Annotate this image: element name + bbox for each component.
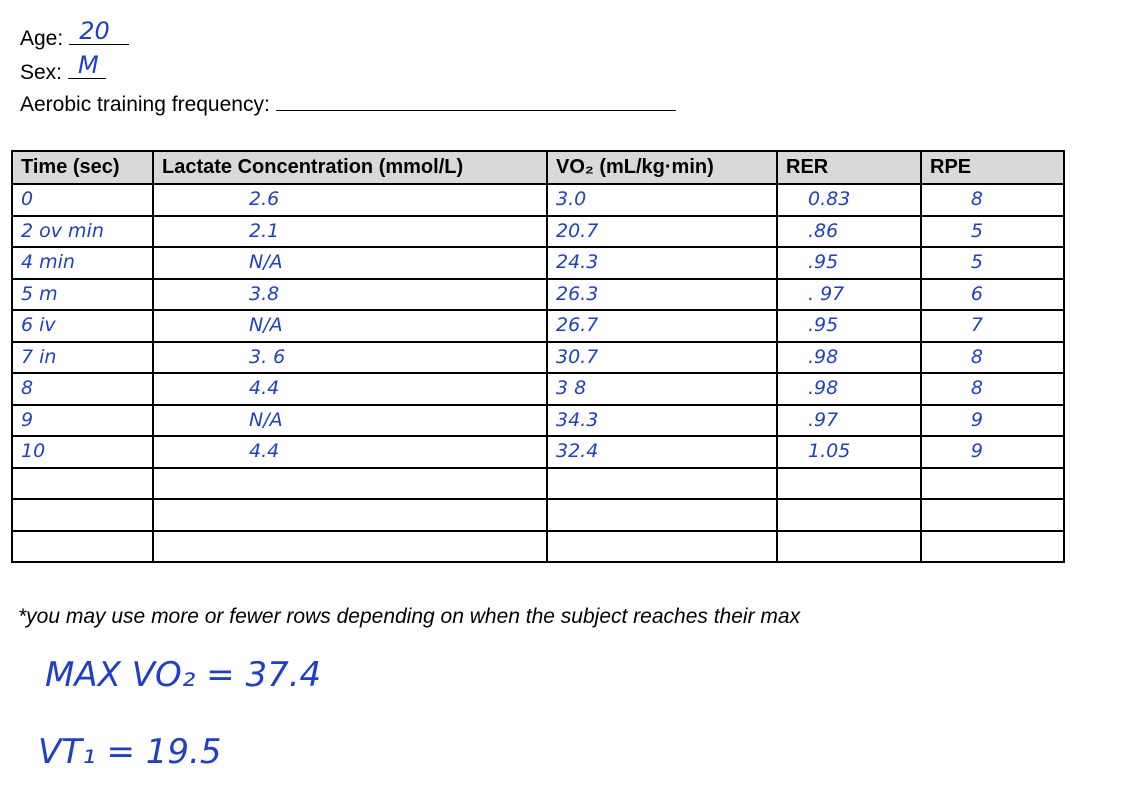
cell-vo2-value: 24.3: [556, 251, 599, 274]
cell-lactate[interactable]: [153, 279, 547, 311]
cell-lactate[interactable]: [153, 531, 547, 563]
cell-lactate-value: 4.4: [249, 440, 280, 463]
cell-time-value: 0: [21, 188, 34, 211]
age-label: Age:: [20, 27, 64, 50]
cell-lactate-value: 4.4: [249, 377, 280, 400]
cell-vo2[interactable]: [547, 310, 777, 342]
header-rpe: RPE: [921, 151, 1064, 184]
cell-vo2-value: 26.7: [556, 314, 599, 337]
cell-rer[interactable]: [777, 184, 921, 216]
cell-vo2[interactable]: [547, 342, 777, 374]
cell-rer[interactable]: [777, 373, 921, 405]
cell-lactate-value: N/A: [249, 314, 283, 337]
cell-rer-value: .86: [808, 219, 839, 242]
cell-rer[interactable]: [777, 531, 921, 563]
cell-rpe[interactable]: [921, 310, 1064, 342]
table-row: [12, 499, 1064, 531]
header-rer: RER: [777, 151, 921, 184]
table-row: [12, 184, 1064, 216]
cell-time[interactable]: [12, 468, 153, 500]
cell-lactate[interactable]: [153, 310, 547, 342]
cell-lactate-value: N/A: [249, 251, 283, 274]
cell-time[interactable]: [12, 247, 153, 279]
cell-rpe-value: 9: [970, 440, 983, 463]
cell-rer-value: .98: [808, 377, 839, 400]
cell-rer[interactable]: [777, 247, 921, 279]
cell-rpe-value: 5: [970, 251, 983, 274]
cell-rer[interactable]: [777, 499, 921, 531]
cell-lactate[interactable]: [153, 468, 547, 500]
cell-rer[interactable]: [777, 310, 921, 342]
cell-rpe-value: 9: [970, 408, 983, 431]
cell-rpe[interactable]: [921, 247, 1064, 279]
table-row: [12, 468, 1064, 500]
table-row: [12, 310, 1064, 342]
cell-lactate-value: 2.1: [249, 219, 280, 242]
cell-time-value: 8: [21, 377, 34, 400]
cell-lactate[interactable]: [153, 247, 547, 279]
cell-rer[interactable]: [777, 216, 921, 248]
cell-vo2-value: 20.7: [556, 219, 599, 242]
cell-rer[interactable]: [777, 436, 921, 468]
cell-time[interactable]: [12, 405, 153, 437]
cell-vo2[interactable]: [547, 279, 777, 311]
cell-vo2-value: 32.4: [556, 440, 599, 463]
cell-rpe-value: 8: [970, 377, 983, 400]
header-time: Time (sec): [12, 151, 153, 184]
cell-rer-value: .97: [808, 408, 839, 431]
cell-lactate-value: 2.6: [249, 188, 280, 211]
cell-rer-value: 0.83: [808, 188, 851, 211]
table-row: [12, 436, 1064, 468]
sex-field: [20, 51, 106, 86]
cell-rer[interactable]: [777, 405, 921, 437]
cell-vo2-value: 30.7: [556, 345, 599, 368]
cell-time-value: 6 iv: [21, 314, 56, 337]
cell-rpe-value: 8: [970, 345, 983, 368]
cell-rer-value: .95: [808, 251, 839, 274]
table-row: [12, 216, 1064, 248]
header-vo2: VO₂ (mL/kg·min): [547, 151, 777, 184]
cell-time[interactable]: [12, 499, 153, 531]
cell-rpe[interactable]: [921, 468, 1064, 500]
rows-note: *you may use more or fewer rows depending on when the subject reaches their max: [18, 605, 801, 628]
aerobic-label: Aerobic training frequency:: [20, 93, 270, 116]
cell-vo2[interactable]: [547, 405, 777, 437]
cell-rer[interactable]: [777, 468, 921, 500]
cell-rpe[interactable]: [921, 436, 1064, 468]
age-blank[interactable]: [69, 17, 129, 45]
cell-time[interactable]: [12, 342, 153, 374]
cell-lactate[interactable]: [153, 184, 547, 216]
cell-rpe[interactable]: [921, 216, 1064, 248]
cell-rer[interactable]: [777, 342, 921, 374]
age-field: [20, 17, 129, 52]
cell-lactate-value: 3. 6: [249, 345, 286, 368]
cell-rpe[interactable]: [921, 373, 1064, 405]
cell-time[interactable]: [12, 184, 153, 216]
cell-vo2[interactable]: [547, 373, 777, 405]
cell-lactate-value: N/A: [249, 408, 283, 431]
cell-rpe[interactable]: [921, 405, 1064, 437]
cell-time[interactable]: [12, 310, 153, 342]
age-value: 20: [79, 17, 110, 45]
sex-label: Sex:: [20, 61, 63, 84]
cell-vo2[interactable]: [547, 468, 777, 500]
cell-rpe[interactable]: [921, 342, 1064, 374]
cell-vo2[interactable]: [547, 531, 777, 563]
cell-rpe-value: 6: [970, 282, 983, 305]
cell-rpe-value: 5: [970, 219, 983, 242]
cell-lactate[interactable]: [153, 373, 547, 405]
cell-vo2-value: 3 8: [556, 377, 587, 400]
cell-lactate-value: 3.8: [249, 282, 280, 305]
cell-time[interactable]: [12, 216, 153, 248]
cell-time-value: 4 min: [21, 251, 75, 274]
header-lactate: Lactate Concentration (mmol/L): [153, 151, 547, 184]
cell-lactate[interactable]: [153, 342, 547, 374]
aerobic-blank[interactable]: [276, 88, 676, 111]
cell-time-value: 10: [21, 440, 46, 463]
table-row: [12, 247, 1064, 279]
table-row: [12, 279, 1064, 311]
cell-rpe[interactable]: [921, 499, 1064, 531]
cell-rpe-value: 7: [970, 314, 983, 337]
cell-time[interactable]: [12, 436, 153, 468]
sex-value: M: [78, 51, 99, 79]
max-vo2-annotation: MAX VO₂ = 37.4: [45, 655, 322, 695]
cell-vo2[interactable]: [547, 499, 777, 531]
aerobic-field: [20, 88, 676, 118]
table-row: [12, 531, 1064, 563]
cell-vo2-value: 3.0: [556, 188, 587, 211]
cell-time-value: 2 ov min: [21, 219, 104, 242]
cell-vo2[interactable]: [547, 184, 777, 216]
cell-lactate[interactable]: [153, 499, 547, 531]
cell-vo2[interactable]: [547, 436, 777, 468]
vt1-annotation: VT₁ = 19.5: [38, 732, 222, 772]
cell-rer-value: 1.05: [808, 440, 851, 463]
cell-rpe[interactable]: [921, 279, 1064, 311]
cell-lactate[interactable]: [153, 405, 547, 437]
table-row: [12, 405, 1064, 437]
cell-time-value: 9: [21, 408, 34, 431]
cell-time[interactable]: [12, 531, 153, 563]
cell-time-value: 7 in: [21, 345, 57, 368]
cell-time[interactable]: [12, 373, 153, 405]
header-row: [12, 151, 1064, 184]
cell-vo2[interactable]: [547, 247, 777, 279]
cell-vo2-value: 34.3: [556, 408, 599, 431]
cell-rer[interactable]: [777, 279, 921, 311]
cell-rpe[interactable]: [921, 184, 1064, 216]
cell-rer-value: .95: [808, 314, 839, 337]
cell-lactate[interactable]: [153, 436, 547, 468]
cell-rer-value: .98: [808, 345, 839, 368]
cell-rpe-value: 8: [970, 188, 983, 211]
cell-time[interactable]: [12, 279, 153, 311]
table-row: [12, 373, 1064, 405]
data-table: [11, 150, 1065, 563]
cell-vo2-value: 26.3: [556, 282, 599, 305]
cell-lactate[interactable]: [153, 216, 547, 248]
cell-rpe[interactable]: [921, 531, 1064, 563]
cell-time-value: 5 m: [21, 282, 58, 305]
cell-vo2[interactable]: [547, 216, 777, 248]
cell-rer-value: . 97: [808, 282, 845, 305]
sex-blank[interactable]: [68, 51, 106, 79]
table-row: [12, 342, 1064, 374]
